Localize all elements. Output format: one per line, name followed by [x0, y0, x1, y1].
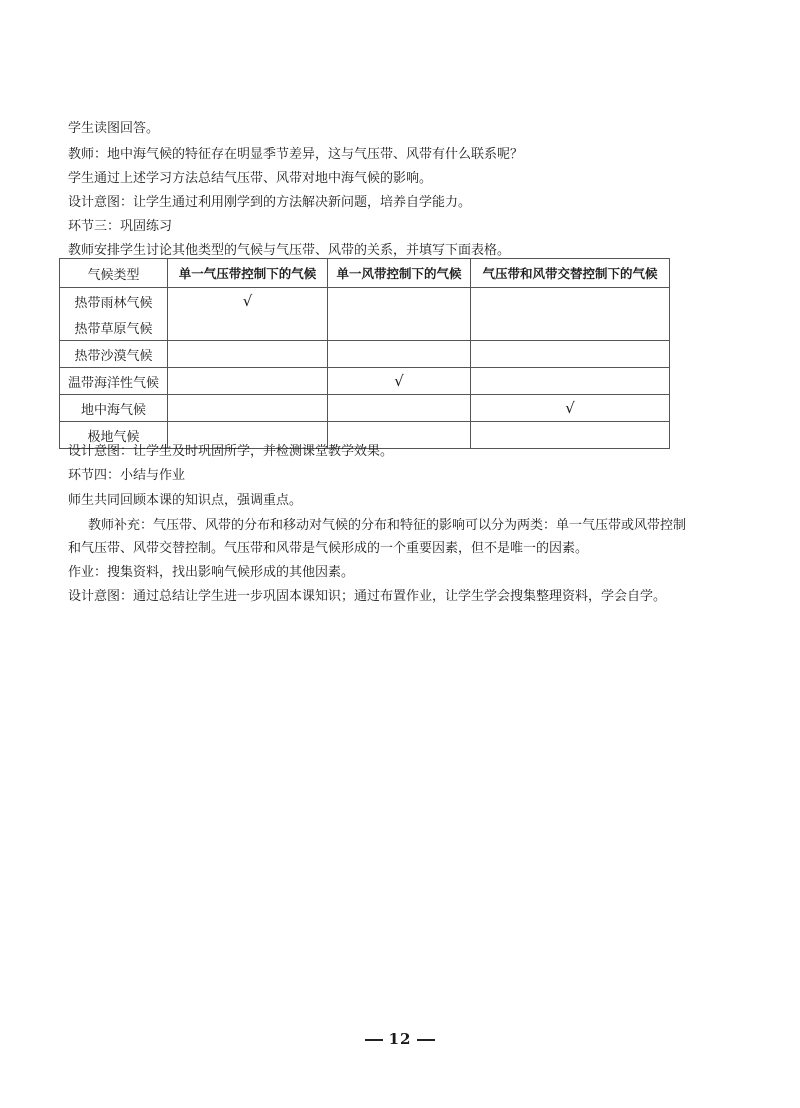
row-climate-name: 热带草原气候 — [60, 314, 168, 341]
table-row — [60, 395, 670, 422]
paragraph-teacher-supplement: 教师补充：气压带、风带的分布和移动对气候的分布和特征的影响可以分为两类：单一气压带或风带控制 — [88, 518, 687, 533]
row-climate-name: 温带海洋性气候 — [60, 368, 168, 395]
paragraph-design-intent-3: 设计意图：通过总结让学生进一步巩固本课知识；通过布置作业，让学生学会搜集整理资料，学会自学。 — [68, 589, 667, 604]
row-climate-name: 极地气候 — [60, 422, 168, 449]
header-single-wind-belt: 单一风带控制下的气候 — [328, 259, 471, 288]
paragraph-homework: 作业：搜集资料，找出影响气候形成的其他因素。 — [68, 565, 355, 580]
paragraph-design-intent-2: 设计意图：让学生及时巩固所学，并检测课堂教学效果。 — [68, 444, 394, 459]
table-cell — [471, 288, 670, 315]
table-cell — [168, 341, 328, 368]
row-climate-name: 热带沙漠气候 — [60, 341, 168, 368]
paragraph-students-read: 学生读图回答。 — [68, 121, 160, 136]
check-mark: √ — [328, 368, 471, 395]
section-heading-4: 环节四：小结与作业 — [68, 468, 186, 483]
table-row — [60, 341, 670, 368]
table-cell — [328, 341, 471, 368]
paragraph-review: 师生共同回顾本课的知识点，强调重点。 — [68, 493, 303, 508]
page-number — [0, 1030, 800, 1048]
paragraph-design-intent-1: 设计意图：让学生通过利用刚学到的方法解决新问题，培养自学能力。 — [68, 195, 472, 210]
table-cell — [471, 314, 670, 341]
climate-table — [59, 258, 670, 449]
header-single-pressure-belt: 单一气压带控制下的气候 — [168, 259, 328, 288]
page-number-text: 12 — [388, 1030, 412, 1048]
table-cell — [168, 395, 328, 422]
paragraph-teacher-supplement-cont: 和气压带、风带交替控制。气压带和风带是气候形成的一个重要因素，但不是唯一的因素。 — [68, 541, 589, 556]
table-cell — [168, 368, 328, 395]
table-cell — [328, 314, 471, 341]
table-row — [60, 368, 670, 395]
table-cell — [328, 395, 471, 422]
table-cell — [328, 288, 471, 315]
row-climate-name: 热带雨林气候 — [60, 288, 168, 315]
table-row — [60, 314, 670, 341]
table-header-row — [60, 259, 670, 288]
section-heading-3: 环节三：巩固练习 — [68, 219, 173, 234]
header-climate-type: 气候类型 — [60, 259, 168, 288]
table-row — [60, 288, 670, 315]
dash-left — [365, 1039, 383, 1041]
check-mark: √ — [471, 395, 670, 422]
table-cell — [168, 314, 328, 341]
check-mark: √ — [168, 288, 328, 315]
paragraph-students-summarize: 学生通过上述学习方法总结气压带、风带对地中海气候的影响。 — [68, 171, 433, 186]
table-cell — [471, 341, 670, 368]
dash-right — [417, 1039, 435, 1041]
header-alternating-control: 气压带和风带交替控制下的气候 — [471, 259, 670, 288]
table-cell — [471, 368, 670, 395]
row-climate-name: 地中海气候 — [60, 395, 168, 422]
paragraph-teacher-question: 教师：地中海气候的特征存在明显季节差异，这与气压带、风带有什么联系呢？ — [68, 147, 524, 162]
paragraph-table-intro: 教师安排学生讨论其他类型的气候与气压带、风带的关系，并填写下面表格。 — [68, 243, 511, 258]
